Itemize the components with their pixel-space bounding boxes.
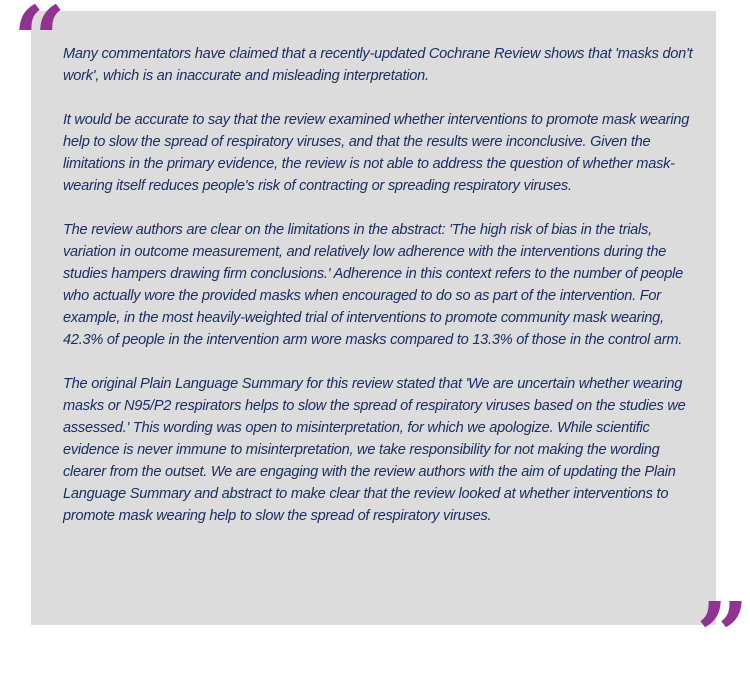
opening-quote-icon: “ <box>13 0 66 94</box>
closing-quote-icon: ” <box>696 582 749 690</box>
quote-paragraph-4: The original Plain Language Summary for this review stated that 'We are uncertain whether wearing masks or N95/P2 respirators helps to slow the spread of respiratory viruses based on the studies we assessed.' This wording was open to misinterpretation, for which we apologize. While scientific evidence is never immune to misinterpretation, we take responsibility for not making the wording clearer from the outset. We are engaging with the review authors with the aim of updating the Plain Language Summary and abstract to make clear that the review looked at whether interventions to promote mask wearing help to slow the spread of respiratory viruses. <box>63 376 686 524</box>
quote-paragraph-2: It would be accurate to say that the review examined whether interventions to promote mask wearing help to slow the spread of respiratory viruses, and that the results were inconclusive. Given the limitations in the primary evidence, the review is not able to address the question of whether mask-wearing itself reduces people's risk of contracting or spreading respiratory viruses. <box>63 112 690 194</box>
quote-text <box>63 43 693 549</box>
quote-paragraph-3: The review authors are clear on the limitations in the abstract: 'The high risk of bias in the trials, variation in outcome measurement, and relatively low adherence with the interventions during the studies hampers drawing firm conclusions.' Adherence in this context refers to the number of people who actually wore the provided masks when encouraged to do so as part of the intervention. For example, in the most heavily-weighted trial of interventions to promote community mask wearing, 42.3% of people in the intervention arm wore masks compared to 13.3% of those in the control arm. <box>63 222 683 348</box>
quote-paragraph-1: Many commentators have claimed that a recently-updated Cochrane Review shows that 'masks don't work', which is an inaccurate and misleading interpretation. <box>63 46 693 84</box>
